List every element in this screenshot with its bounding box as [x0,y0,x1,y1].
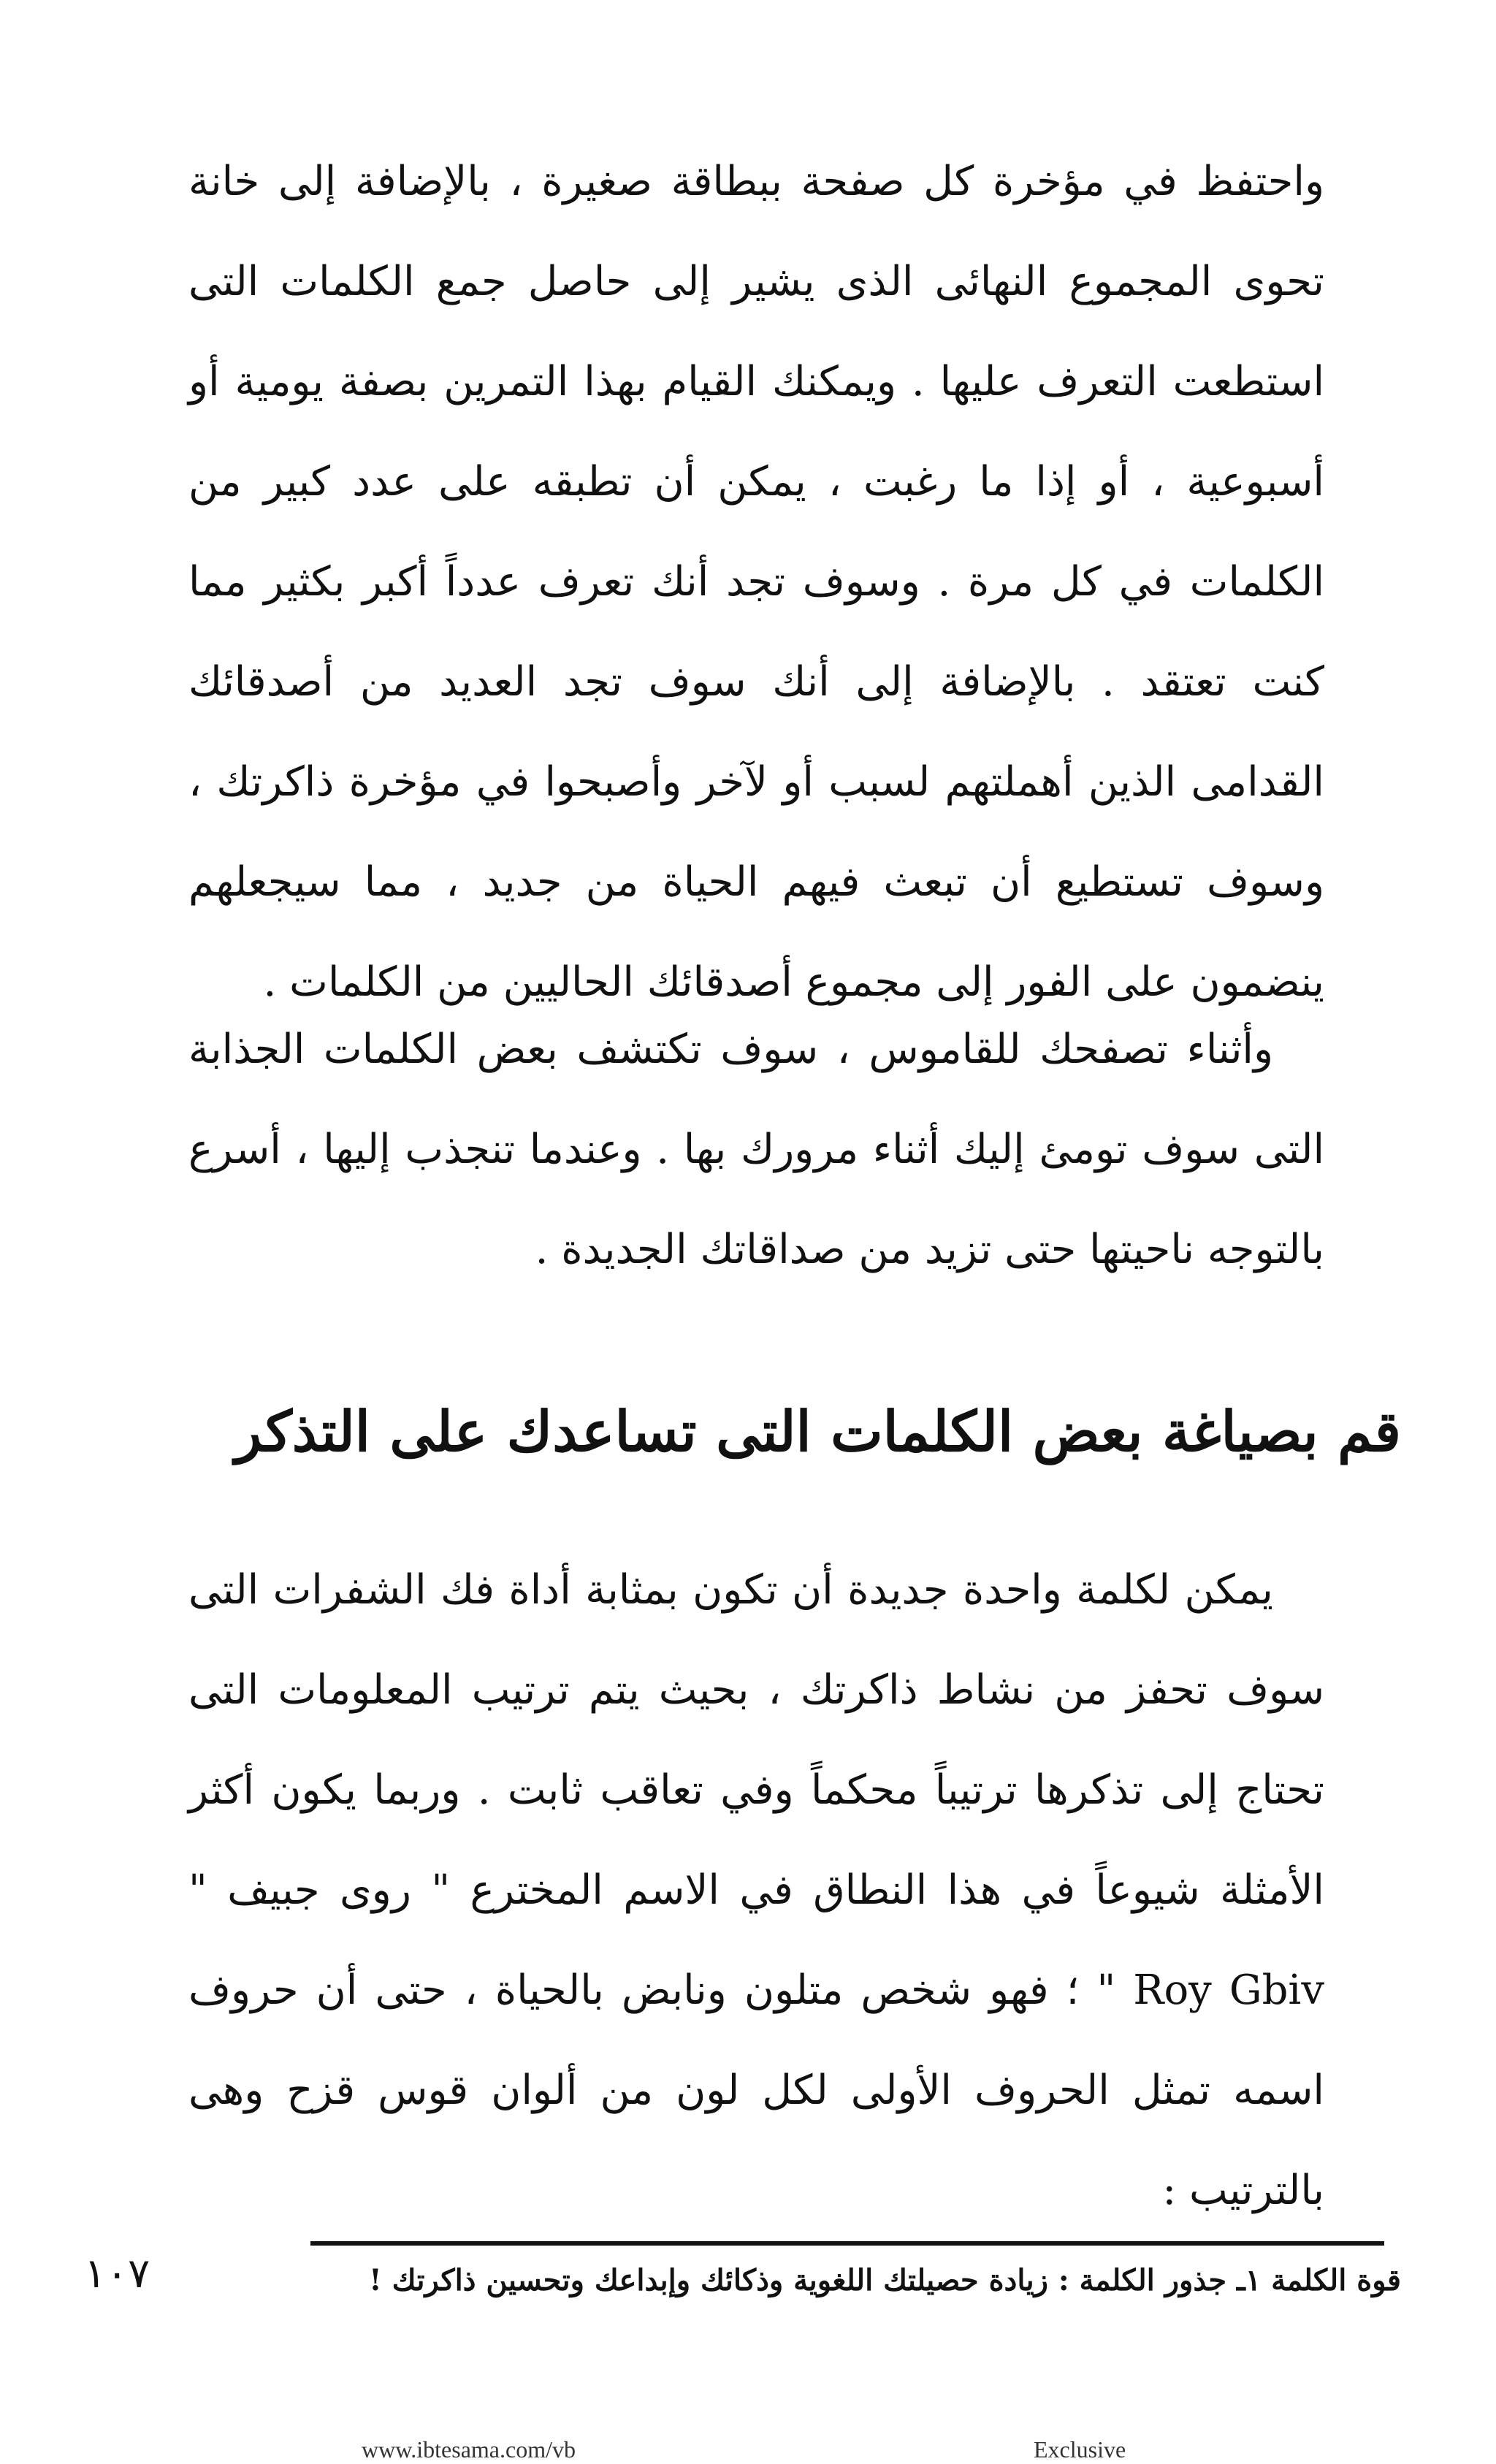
running-footer-title: قوة الكلمة ١ـ جذور الكلمة : زيادة حصيلتك اللغوية وذكائك وإبداعك وتحسين ذاكرتك ! [369,2263,1401,2297]
paragraph-mnemonic-example: يمكن لكلمة واحدة جديدة أن تكون بمثابة أداة فك الشفرات التى سوف تحفز من نشاط ذاكرتك ، بحيث يتم ترتيب المعلومات التى تحتاج إلى تذكرها ترتيباً محكماً وفي تعاقب ثابت . وربما يكون أكثر الأمثلة شيوعاً في هذا النطاق في الاسم المخترع " روى جبيف " Roy Gbiv " ؛ فهو شخص متلون ونابض بالحياة ، حتى أن حروف اسمه تمثل الحروف الأولى لكل لون من ألوان قوس قزح وهى بالترتيب : [188,1566,1324,2214]
paragraph-flashcard-tip: واحتفظ في مؤخرة كل صفحة ببطاقة صغيرة ، بالإضافة إلى خانة تحوى المجموع النهائى الذى يشير إلى حاصل جمع الكلمات التى استطعت التعرف عليها . ويمكنك القيام بهذا التمرين بصفة يومية أو أسبوعية ، أو إذا ما رغبت ، يمكن أن تطبقه على عدد كبير من الكلمات في كل مرة . وسوف تجد أنك تعرف عدداً أكبر بكثير مما كنت تعتقد . بالإضافة إلى أنك سوف تجد العديد من أصدقائك القدامى الذين أهملتهم لسبب أو لآخر وأصبحوا في مؤخرة ذاكرتك ، وسوف تستطيع أن تبعث فيهم الحياة من جديد ، مما سيجعلهم ينضمون على الفور إلى مجموع أصدقائك الحاليين من الكلمات . [188,158,1324,1006]
paragraph-dictionary-browsing: وأثناء تصفحك للقاموس ، سوف تكتشف بعض الكلمات الجذابة التى سوف تومئ إليك أثناء مرورك بها . وعندما تنجذب إليها ، أسرع بالتوجه ناحيتها حتى تزيد من صداقاتك الجديدة . [188,1026,1324,1273]
page-number: ١٠٧ [84,2250,150,2297]
watermark-exclusive-label: Exclusive [1034,2436,1126,2463]
section-heading: قم بصياغة بعض الكلمات التى تساعدك على التذكر [234,1399,1401,1464]
footer-divider [310,2241,1384,2246]
watermark-url: www.ibtesama.com/vb [362,2436,576,2463]
